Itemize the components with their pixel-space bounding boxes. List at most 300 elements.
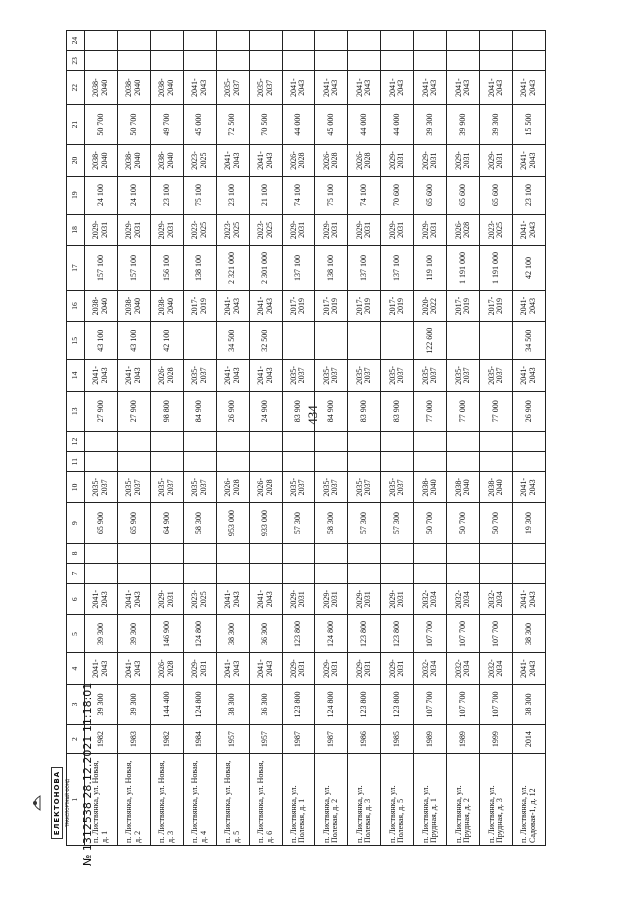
period-cell: 2041- 2043 [85, 360, 118, 391]
period-cell: 2041- 2043 [117, 584, 150, 615]
period-cell: 2023- 2025 [480, 214, 513, 245]
column-number-cell: 16 [67, 290, 85, 321]
period-cell: 2026- 2028 [348, 145, 381, 176]
cost-cell: 45 000 [183, 105, 216, 145]
period-cell: 2035- 2037 [249, 71, 282, 105]
period-cell: 2041- 2043 [249, 290, 282, 321]
cost-cell: 38 300 [216, 615, 249, 653]
cost-cell [183, 452, 216, 472]
year-cell: 1985 [381, 725, 414, 754]
year-cell: 1957 [216, 725, 249, 754]
cost-cell [512, 543, 545, 563]
cost-cell: 42 100 [150, 322, 183, 360]
table-row [315, 31, 348, 846]
cost-cell: 50 700 [117, 105, 150, 145]
table-row [216, 31, 249, 846]
column-number-cell: 13 [67, 391, 85, 431]
cost-cell [447, 51, 480, 71]
period-cell: 2041- 2043 [85, 584, 118, 615]
year-cell: 1982 [150, 725, 183, 754]
cost-cell [249, 543, 282, 563]
address-cell: п. Листвянка, ул. Новая, д. 5 [216, 754, 249, 846]
period-cell: 2023- 2025 [216, 214, 249, 245]
period-cell: 2041- 2043 [117, 360, 150, 391]
cost-cell [414, 431, 447, 451]
period-cell: 2041- 2043 [348, 71, 381, 105]
period-cell: 2035- 2037 [480, 360, 513, 391]
cost-cell [216, 431, 249, 451]
cost-cell: 43 100 [117, 322, 150, 360]
period-cell: 2035- 2037 [348, 360, 381, 391]
column-number-cell: 11 [67, 452, 85, 472]
period-cell: 2032- 2034 [447, 653, 480, 684]
column-number-cell: 12 [67, 431, 85, 451]
period-cell: 2035- 2037 [414, 360, 447, 391]
cost-cell [282, 322, 315, 360]
period-cell: 2029- 2031 [381, 584, 414, 615]
period-cell: 2026- 2028 [249, 472, 282, 503]
cost-cell [381, 51, 414, 71]
period-cell: 2032- 2034 [480, 653, 513, 684]
cost-cell [480, 31, 513, 51]
cost-cell: 953 000 [216, 503, 249, 543]
cost-cell: 50 700 [414, 503, 447, 543]
period-cell: 2029- 2031 [447, 145, 480, 176]
cost-cell [216, 452, 249, 472]
cost-cell: 19 300 [512, 503, 545, 543]
logo-name: ЕЛЕКТОНОВА [51, 767, 63, 839]
period-cell: 2029- 2031 [381, 653, 414, 684]
cost-cell [282, 543, 315, 563]
period-cell: 2029- 2031 [117, 214, 150, 245]
cost-cell [348, 31, 381, 51]
cost-cell [282, 452, 315, 472]
cost-cell: 42 100 [512, 246, 545, 291]
period-cell: 2035- 2037 [216, 71, 249, 105]
column-number-cell: 5 [67, 615, 85, 653]
cost-cell: 107 700 [414, 684, 447, 724]
cost-cell [249, 51, 282, 71]
column-number-cell: 6 [67, 584, 85, 615]
cost-cell [512, 563, 545, 583]
cost-cell [183, 322, 216, 360]
cost-cell: 124 800 [315, 684, 348, 724]
cost-cell [512, 31, 545, 51]
period-cell: 2041- 2043 [216, 653, 249, 684]
cost-cell [512, 51, 545, 71]
cost-cell: 75 100 [315, 176, 348, 214]
cost-cell [183, 543, 216, 563]
period-cell: 2023- 2025 [183, 145, 216, 176]
cost-cell: 23 100 [512, 176, 545, 214]
cost-cell: 39 300 [85, 684, 118, 724]
cost-cell: 65 900 [85, 503, 118, 543]
cost-cell [480, 452, 513, 472]
cost-cell: 2 321 000 [216, 246, 249, 291]
cost-cell: 39 300 [117, 684, 150, 724]
period-cell: 2026- 2028 [447, 214, 480, 245]
address-cell: п. Листвянка, ул. Новая, д. 2 [117, 754, 150, 846]
period-cell: 2038- 2040 [150, 290, 183, 321]
cost-cell: 57 300 [282, 503, 315, 543]
period-cell: 2035- 2037 [282, 360, 315, 391]
cost-cell: 38 300 [216, 684, 249, 724]
registration-stamp-text: № 1312538 28.12.2021 11:18:01 [81, 682, 94, 866]
cost-cell: 84 900 [183, 391, 216, 431]
cost-cell [85, 452, 118, 472]
year-cell: 1987 [282, 725, 315, 754]
cost-cell: 27 900 [85, 391, 118, 431]
period-cell: 2032- 2034 [447, 584, 480, 615]
cost-cell [85, 543, 118, 563]
period-cell: 2041- 2043 [249, 145, 282, 176]
cost-cell [183, 563, 216, 583]
cost-cell [183, 31, 216, 51]
column-number-cell: 22 [67, 71, 85, 105]
period-cell: 2041- 2043 [282, 71, 315, 105]
cost-cell [381, 322, 414, 360]
cost-cell [381, 543, 414, 563]
period-cell: 2032- 2034 [414, 584, 447, 615]
period-cell: 2017- 2019 [480, 290, 513, 321]
cost-cell [117, 452, 150, 472]
cost-cell: 123 800 [282, 615, 315, 653]
table-row [447, 31, 480, 846]
cost-cell [512, 431, 545, 451]
period-cell: 2038- 2040 [117, 290, 150, 321]
cost-cell: 107 700 [414, 615, 447, 653]
period-cell: 2041- 2043 [315, 71, 348, 105]
cost-cell: 83 900 [348, 391, 381, 431]
cost-cell [348, 563, 381, 583]
period-cell: 2017- 2019 [315, 290, 348, 321]
logo-subtitle: ТРАНСПОРТНЫЙ ФОНД [65, 779, 70, 827]
table-row [150, 31, 183, 846]
cost-cell: 74 100 [348, 176, 381, 214]
table-row [249, 31, 282, 846]
period-cell: 2038- 2040 [150, 145, 183, 176]
cost-cell: 2 301 000 [249, 246, 282, 291]
cost-cell [447, 431, 480, 451]
cost-cell [150, 452, 183, 472]
cost-cell: 39 300 [117, 615, 150, 653]
cost-cell: 23 100 [216, 176, 249, 214]
cost-cell: 933 000 [249, 503, 282, 543]
cost-cell [117, 431, 150, 451]
column-number-cell: 8 [67, 543, 85, 563]
page-number: 434 [305, 405, 320, 425]
cost-cell: 26 900 [512, 391, 545, 431]
cost-cell: 24 100 [85, 176, 118, 214]
cost-cell: 144 400 [150, 684, 183, 724]
period-cell: 2038- 2040 [85, 145, 118, 176]
cost-cell [480, 431, 513, 451]
cost-cell: 70 600 [381, 176, 414, 214]
cost-cell: 119 100 [414, 246, 447, 291]
table-row [512, 31, 545, 846]
period-cell: 2026- 2028 [315, 145, 348, 176]
cost-cell: 75 100 [183, 176, 216, 214]
address-cell: п. Листвянка, ул. Полевая, д. 3 [348, 754, 381, 846]
cost-cell [315, 31, 348, 51]
cost-cell [414, 452, 447, 472]
cost-cell: 50 700 [480, 503, 513, 543]
cost-cell: 123 800 [348, 684, 381, 724]
cost-cell [414, 563, 447, 583]
period-cell: 2041- 2043 [216, 290, 249, 321]
period-cell: 2041- 2043 [447, 71, 480, 105]
cost-cell [381, 563, 414, 583]
period-cell: 2029- 2031 [150, 584, 183, 615]
year-cell: 1986 [348, 725, 381, 754]
cost-cell: 137 100 [348, 246, 381, 291]
cost-cell: 39 300 [414, 105, 447, 145]
column-number-cell: 20 [67, 145, 85, 176]
column-number-cell: 19 [67, 176, 85, 214]
period-cell: 2038- 2040 [117, 145, 150, 176]
year-cell: 1982 [85, 725, 118, 754]
cost-cell [381, 31, 414, 51]
table-row [480, 31, 513, 846]
cost-cell: 39 300 [480, 105, 513, 145]
cost-cell: 44 000 [282, 105, 315, 145]
table-row [183, 31, 216, 846]
address-cell: п. Листвянка, ул. Новая, д. 4 [183, 754, 216, 846]
period-cell: 2035- 2037 [183, 360, 216, 391]
address-cell: п. Листвянка, ул. Новая, д. 6 [249, 754, 282, 846]
address-cell: п. Листвянка, ул. Полевая, д. 2 [315, 754, 348, 846]
cost-cell [150, 31, 183, 51]
cost-cell [414, 543, 447, 563]
period-cell: 2026- 2028 [216, 472, 249, 503]
period-cell: 2041- 2043 [512, 584, 545, 615]
period-cell: 2041- 2043 [216, 360, 249, 391]
address-cell: п. Листвянка, ул. Прудная, д. 2 [447, 754, 480, 846]
cost-cell [183, 431, 216, 451]
period-cell: 2026- 2028 [282, 145, 315, 176]
cost-cell [117, 31, 150, 51]
cost-cell: 57 300 [348, 503, 381, 543]
cost-cell: 65 600 [480, 176, 513, 214]
period-cell: 2029- 2031 [414, 145, 447, 176]
cost-cell: 50 700 [85, 105, 118, 145]
cost-cell: 124 800 [315, 615, 348, 653]
column-number-cell: 23 [67, 51, 85, 71]
period-cell: 2029- 2031 [282, 584, 315, 615]
cost-cell: 44 000 [348, 105, 381, 145]
cost-cell: 138 100 [315, 246, 348, 291]
cost-cell: 123 800 [381, 684, 414, 724]
period-cell: 2041- 2043 [512, 360, 545, 391]
cost-cell [315, 322, 348, 360]
table-row [381, 31, 414, 846]
period-cell: 2041- 2043 [117, 653, 150, 684]
cost-cell [348, 452, 381, 472]
period-cell: 2041- 2043 [414, 71, 447, 105]
period-cell: 2035- 2037 [282, 472, 315, 503]
address-cell: п. Листвянка, ул. Прудная, д. 1 [414, 754, 447, 846]
cost-cell: 74 100 [282, 176, 315, 214]
cost-cell: 124 800 [183, 615, 216, 653]
cost-cell [117, 543, 150, 563]
address-cell: п. Листвянка, ул. Новая, д. 1 [85, 754, 118, 846]
cost-cell: 27 900 [117, 391, 150, 431]
cost-cell [117, 563, 150, 583]
cost-cell [447, 452, 480, 472]
cost-cell [512, 452, 545, 472]
address-cell: п. Листвянка, ул. Полевая, д. 5 [381, 754, 414, 846]
table-row [282, 31, 315, 846]
cost-cell [249, 31, 282, 51]
column-number-cell: 3 [67, 684, 85, 724]
period-cell: 2035- 2037 [348, 472, 381, 503]
cost-cell: 50 700 [447, 503, 480, 543]
cost-cell [348, 322, 381, 360]
cost-cell [480, 563, 513, 583]
cost-cell: 39 300 [85, 615, 118, 653]
cost-cell: 32 500 [249, 322, 282, 360]
cost-cell [282, 51, 315, 71]
period-cell: 2035- 2037 [183, 472, 216, 503]
cost-cell [447, 543, 480, 563]
cost-cell: 34 500 [512, 322, 545, 360]
period-cell: 2032- 2034 [414, 653, 447, 684]
year-cell: 1987 [315, 725, 348, 754]
cost-cell: 24 100 [117, 176, 150, 214]
period-cell: 2029- 2031 [183, 653, 216, 684]
period-cell: 2029- 2031 [414, 214, 447, 245]
period-cell: 2041- 2043 [512, 653, 545, 684]
column-number-cell: 4 [67, 653, 85, 684]
cost-cell [85, 563, 118, 583]
cost-cell [348, 543, 381, 563]
cost-cell [315, 51, 348, 71]
table-row [414, 31, 447, 846]
period-cell: 2017- 2019 [183, 290, 216, 321]
cost-cell: 39 900 [447, 105, 480, 145]
cost-cell: 1 191 000 [480, 246, 513, 291]
cost-cell [282, 563, 315, 583]
cost-cell [381, 431, 414, 451]
logo [18, 756, 74, 850]
table-row [117, 31, 150, 846]
cost-cell: 107 700 [480, 615, 513, 653]
cost-cell: 49 700 [150, 105, 183, 145]
year-cell: 1957 [249, 725, 282, 754]
cost-cell [447, 31, 480, 51]
cost-cell: 57 300 [381, 503, 414, 543]
cost-cell [480, 543, 513, 563]
period-cell: 2029- 2031 [315, 653, 348, 684]
cost-cell: 45 000 [315, 105, 348, 145]
period-cell: 2029- 2031 [282, 653, 315, 684]
column-number-cell: 21 [67, 105, 85, 145]
address-cell: п. Листвянка, ул. Полевая, д. 1 [282, 754, 315, 846]
cost-cell [85, 431, 118, 451]
period-cell: 2035- 2037 [85, 472, 118, 503]
cost-cell [150, 563, 183, 583]
period-cell: 2038- 2040 [85, 71, 118, 105]
year-cell: 1984 [183, 725, 216, 754]
column-number-cell: 24 [67, 31, 85, 51]
cost-cell: 65 600 [447, 176, 480, 214]
period-cell: 2029- 2031 [282, 214, 315, 245]
column-number-cell: 7 [67, 563, 85, 583]
period-cell: 2029- 2031 [348, 653, 381, 684]
period-cell: 2029- 2031 [348, 584, 381, 615]
period-cell: 2023- 2025 [249, 214, 282, 245]
year-cell: 1999 [480, 725, 513, 754]
year-cell: 1989 [414, 725, 447, 754]
period-cell: 2041- 2043 [512, 290, 545, 321]
year-cell: 1989 [447, 725, 480, 754]
cost-cell: 15 500 [512, 105, 545, 145]
cost-cell: 124 800 [183, 684, 216, 724]
cost-cell: 26 900 [216, 391, 249, 431]
cost-cell [315, 563, 348, 583]
period-cell: 2035- 2037 [381, 360, 414, 391]
cost-cell: 24 900 [249, 391, 282, 431]
period-cell: 2029- 2031 [381, 214, 414, 245]
cost-cell [85, 51, 118, 71]
cost-cell: 107 700 [480, 684, 513, 724]
cost-cell [315, 452, 348, 472]
column-number-cell: 18 [67, 214, 85, 245]
period-cell: 2029- 2031 [315, 584, 348, 615]
cost-cell [414, 51, 447, 71]
cost-cell: 157 100 [117, 246, 150, 291]
column-number-cell: 2 [67, 725, 85, 754]
cost-cell [249, 452, 282, 472]
capital-repair-table-area [66, 30, 546, 846]
cost-cell [282, 31, 315, 51]
cost-cell: 83 900 [381, 391, 414, 431]
period-cell: 2038- 2040 [150, 71, 183, 105]
cost-cell [348, 51, 381, 71]
cost-cell: 1 191 000 [447, 246, 480, 291]
cost-cell: 38 300 [512, 615, 545, 653]
period-cell: 2041- 2043 [249, 653, 282, 684]
cost-cell: 65 600 [414, 176, 447, 214]
column-number-cell: 1 [67, 754, 85, 846]
period-cell: 2035- 2037 [150, 472, 183, 503]
cost-cell: 64 900 [150, 503, 183, 543]
period-cell: 2038- 2040 [447, 472, 480, 503]
period-cell: 2029- 2031 [381, 145, 414, 176]
cost-cell: 77 000 [447, 391, 480, 431]
cost-cell: 58 300 [315, 503, 348, 543]
cost-cell: 34 500 [216, 322, 249, 360]
cost-cell: 77 000 [480, 391, 513, 431]
cost-cell [447, 322, 480, 360]
cost-cell: 157 100 [85, 246, 118, 291]
cost-cell: 77 000 [414, 391, 447, 431]
capital-repair-table [66, 30, 546, 846]
cost-cell [315, 543, 348, 563]
period-cell: 2032- 2034 [480, 584, 513, 615]
column-number-cell: 15 [67, 322, 85, 360]
cost-cell: 156 100 [150, 246, 183, 291]
period-cell: 2017- 2019 [282, 290, 315, 321]
cost-cell: 123 800 [282, 684, 315, 724]
cost-cell: 58 300 [183, 503, 216, 543]
cost-cell: 36 300 [249, 684, 282, 724]
emblem-icon [29, 794, 41, 812]
period-cell: 2026- 2028 [150, 360, 183, 391]
cost-cell [117, 51, 150, 71]
year-cell: 2014 [512, 725, 545, 754]
column-number-cell: 14 [67, 360, 85, 391]
